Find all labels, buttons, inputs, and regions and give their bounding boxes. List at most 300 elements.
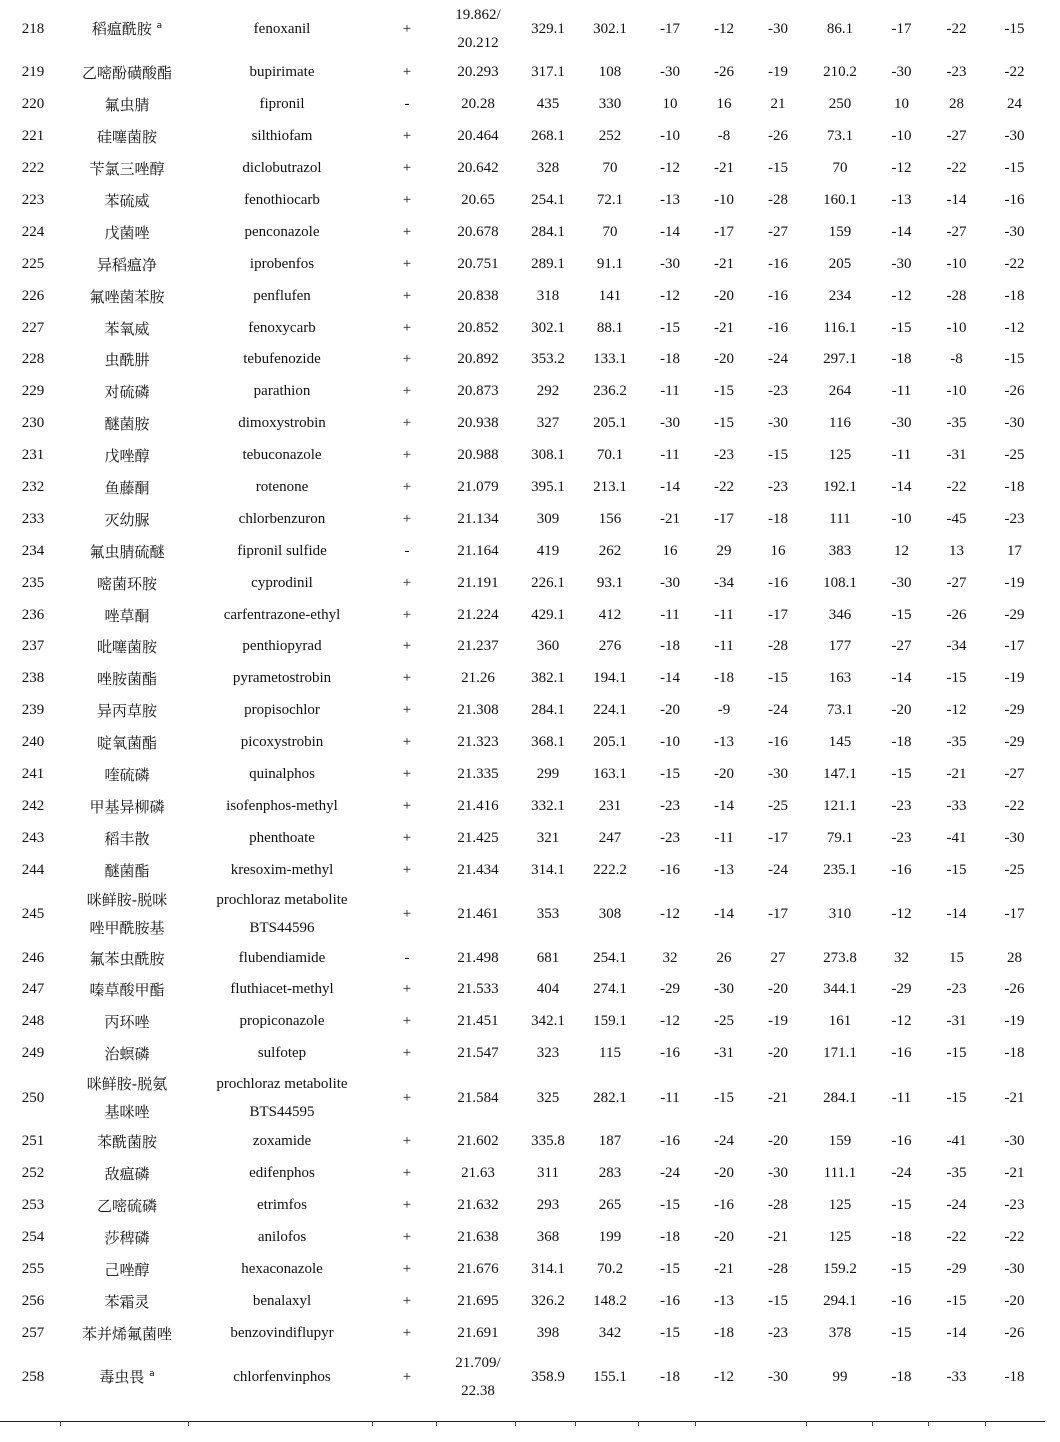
chinese-name: 苯霜灵 [104,1292,150,1311]
value-4: -11 [714,829,734,846]
ion-mode: + [402,638,412,655]
value-3: -16 [660,1045,680,1062]
product-ion-1: 412 [598,606,622,623]
value-4: -13 [714,734,734,751]
product-ion-1: 205.1 [593,734,627,751]
product-ion-1: 115 [599,1045,621,1062]
table-row [0,695,1045,727]
product-ion-2: 99 [832,1368,848,1385]
chinese-name: 敌瘟磷 [104,1165,150,1184]
precursor-ion: 318 [536,287,560,304]
chinese-name: 鱼藤酮 [104,479,150,498]
retention-time: 21.533 [457,981,499,998]
product-ion-1: 70.1 [596,447,624,464]
chinese-name: 咪鲜胺-脱咪 唑甲酰胺基 [86,891,168,938]
value-8: -15 [946,670,967,687]
product-ion-1: 194.1 [593,670,627,687]
ion-mode: + [402,192,412,208]
table-row [0,248,1045,280]
retention-time: 21.079 [457,479,499,496]
value-9: -18 [1004,1368,1025,1385]
value-8: 13 [949,542,964,559]
chinese-name: 醚菌胺 [104,415,150,434]
english-name: carfentrazone-ethyl [223,606,341,623]
product-ion-2: 346 [828,606,852,623]
ion-mode: + [402,829,412,846]
value-8: -27 [946,574,967,591]
value-8: -35 [946,415,967,432]
precursor-ion: 268.1 [531,128,565,145]
ion-mode: + [402,510,412,527]
table-row [0,1317,1045,1349]
precursor-ion: 299 [536,766,560,783]
row-number: 241 [21,766,45,783]
value-8: -10 [946,255,967,272]
value-5: -16 [768,734,788,751]
value-9: -30 [1004,223,1025,240]
product-ion-2: 86.1 [826,21,854,37]
value-3: -12 [660,287,680,304]
retention-time: 21.308 [457,702,499,719]
retention-time: 21.416 [457,797,499,814]
value-9: -17 [1004,638,1025,655]
value-7: -10 [891,510,912,527]
value-9: -30 [1004,1133,1025,1150]
value-5: -20 [768,1133,788,1150]
value-8: -28 [946,287,967,304]
precursor-ion: 314.1 [531,1260,565,1277]
value-5: -23 [768,479,788,496]
value-7: -24 [891,1165,912,1182]
product-ion-1: 213.1 [593,479,627,496]
value-9: -22 [1004,255,1025,272]
value-3: -30 [660,255,680,272]
value-9: -26 [1004,981,1025,998]
chinese-name: 唑胺菌酯 [96,670,157,689]
value-5: -20 [768,981,788,998]
value-7: -11 [891,383,912,400]
product-ion-1: 236.2 [593,383,627,400]
product-ion-1: 283 [598,1165,622,1182]
retention-time: 20.892 [457,351,499,368]
value-9: -27 [1004,766,1025,783]
value-5: -30 [768,766,788,783]
english-name: bupirimate [249,64,315,81]
value-8: 28 [949,96,964,113]
value-5: -25 [768,797,788,814]
value-5: -23 [768,1324,788,1341]
chinese-name: 氟虫腈 [104,96,150,115]
product-ion-1: 222.2 [593,861,627,878]
value-9: -23 [1004,1196,1025,1213]
value-7: -16 [891,861,912,878]
chinese-name: 灭幼脲 [104,510,150,529]
value-3: -23 [660,797,680,814]
product-ion-2: 147.1 [823,766,857,783]
retention-time: 21.709/ 22.38 [455,1354,501,1399]
value-8: -14 [946,192,967,208]
product-ion-2: 273.8 [823,949,857,966]
product-ion-1: 199 [598,1228,622,1245]
product-ion-2: 70 [832,160,848,177]
value-5: -21 [768,1228,788,1245]
table-row [0,503,1045,535]
value-7: -11 [891,447,912,464]
row-number: 227 [21,319,45,336]
value-4: -11 [714,606,734,623]
chinese-name: 戊菌唑 [104,223,150,242]
value-8: -23 [946,981,967,998]
column-tick [695,1421,696,1426]
product-ion-2: 378 [828,1324,852,1341]
value-4: -20 [714,766,734,783]
value-5: -15 [768,1292,788,1309]
chinese-name: 己唑醇 [104,1260,150,1279]
product-ion-2: 161 [828,1013,852,1030]
english-name: tebuconazole [242,447,322,464]
value-3: -16 [660,1292,680,1309]
precursor-ion: 289.1 [531,255,565,272]
value-3: -14 [660,670,680,687]
column-tick [436,1421,437,1426]
row-number: 253 [21,1196,45,1213]
table-row [0,1253,1045,1285]
row-number: 219 [21,64,45,81]
retention-time: 21.335 [457,766,499,783]
value-8: -31 [946,1013,967,1030]
precursor-ion: 226.1 [531,574,565,591]
value-7: -12 [891,287,912,304]
retention-time: 21.164 [457,542,499,559]
precursor-ion: 326.2 [531,1292,565,1309]
table-row [0,567,1045,599]
row-number: 251 [21,1133,45,1150]
product-ion-1: 282.1 [593,1089,627,1106]
row-number: 237 [21,638,45,655]
ion-mode: + [402,128,412,145]
value-9: -29 [1004,734,1025,751]
product-ion-2: 310 [828,906,852,923]
chinese-name: 戊唑醇 [104,447,150,466]
table-row [0,153,1045,185]
retention-time: 21.632 [457,1196,499,1213]
value-3: -30 [660,64,680,81]
product-ion-2: 294.1 [823,1292,857,1309]
value-7: 12 [894,542,909,559]
column-tick [188,1421,189,1426]
value-9: -19 [1004,574,1025,591]
table-row [0,89,1045,121]
value-3: 32 [662,949,678,966]
value-9: -19 [1004,1013,1025,1030]
english-name: prochloraz metabolite BTS44596 [216,892,348,937]
product-ion-1: 254.1 [593,949,627,966]
product-ion-2: 125 [828,447,852,464]
table-row [0,822,1045,854]
english-name: parathion [253,383,311,400]
chinese-name: 苄氯三唑醇 [89,160,165,179]
value-9: -19 [1004,670,1025,687]
value-4: -34 [714,574,734,591]
row-number: 220 [21,96,45,113]
column-tick [985,1421,986,1426]
product-ion-1: 70.2 [596,1260,624,1277]
precursor-ion: 368.1 [531,734,565,751]
value-7: -14 [891,670,912,687]
precursor-ion: 398 [536,1324,560,1341]
value-8: -15 [946,1045,967,1062]
table-row [0,1006,1045,1038]
ion-mode: - [404,96,410,113]
value-3: -17 [660,21,680,37]
product-ion-1: 133.1 [593,351,627,368]
product-ion-2: 111.1 [823,1165,857,1182]
chinese-name: 稻瘟酰胺 $^a$ [91,20,163,38]
value-8: -15 [946,1292,967,1309]
value-8: -31 [946,447,967,464]
value-5: -24 [768,351,788,368]
row-number: 236 [21,606,45,623]
row-number: 231 [21,447,45,464]
value-9: -29 [1004,606,1025,623]
product-ion-2: 284.1 [823,1089,857,1106]
retention-time: 21.224 [457,606,499,623]
retention-time: 21.425 [457,829,499,846]
value-7: -29 [891,981,912,998]
value-9: -25 [1004,861,1025,878]
english-name: isofenphos-methyl [226,797,338,814]
value-7: -30 [891,574,912,591]
row-number: 230 [21,415,45,432]
value-8: -23 [946,64,967,81]
row-number: 229 [21,383,45,400]
value-8: -34 [946,638,967,655]
ion-mode: + [402,797,412,814]
retention-time: 21.191 [457,574,499,591]
table-row [0,408,1045,440]
value-5: -26 [768,128,788,145]
value-3: -18 [660,638,680,655]
product-ion-1: 276 [598,638,622,655]
precursor-ion: 435 [536,96,560,113]
product-ion-1: 224.1 [593,702,627,719]
product-ion-2: 159.2 [823,1260,857,1277]
value-8: -29 [946,1260,967,1277]
table-row [0,344,1045,376]
ion-mode: + [402,981,412,998]
value-9: -12 [1004,319,1025,336]
retention-time: 21.602 [457,1133,499,1150]
value-4: -15 [714,1089,734,1106]
row-number: 234 [21,542,45,559]
precursor-ion: 327 [536,415,560,432]
precursor-ion: 329.1 [531,21,565,37]
value-4: -11 [714,638,734,655]
ion-mode: + [402,766,412,783]
product-ion-1: 274.1 [593,981,627,998]
precursor-ion: 681 [536,949,560,966]
chinese-name: 乙嘧硫磷 [96,1196,157,1215]
value-8: -15 [946,1089,967,1106]
product-ion-2: 111 [829,510,851,527]
value-4: -21 [714,319,734,336]
product-ion-2: 125 [828,1228,852,1245]
precursor-ion: 429.1 [531,606,565,623]
retention-time: 20.678 [457,223,499,240]
english-name: quinalphos [249,766,315,783]
chinese-name: 氟虫腈硫醚 [89,542,165,561]
value-7: -18 [891,351,912,368]
retention-time: 21.461 [457,906,499,923]
value-8: -41 [946,1133,967,1150]
value-5: -28 [768,1196,788,1213]
retention-time: 20.642 [457,160,499,177]
value-9: -20 [1004,1292,1025,1309]
value-3: -10 [660,734,680,751]
product-ion-2: 145 [828,734,852,751]
product-ion-2: 108.1 [823,574,857,591]
precursor-ion: 302.1 [531,319,565,336]
english-name: fenoxanil [253,21,311,37]
row-number: 218 [21,21,45,37]
product-ion-2: 297.1 [823,351,857,368]
product-ion-1: 148.2 [593,1292,627,1309]
value-5: -17 [768,829,788,846]
value-4: -20 [714,287,734,304]
english-name: fenothiocarb [244,192,320,208]
retention-time: 21.584 [457,1089,499,1106]
product-ion-1: 156 [598,510,622,527]
product-ion-1: 342 [598,1324,622,1341]
value-9: -17 [1004,906,1025,923]
value-4: -20 [714,1228,734,1245]
table-row [0,790,1045,822]
value-4: -24 [714,1133,734,1150]
value-3: -14 [660,479,680,496]
value-5: -17 [768,906,788,923]
value-7: -30 [891,255,912,272]
chinese-name: 嗪草酸甲酯 [89,981,165,1000]
value-9: -22 [1004,64,1025,81]
table-row [0,1,1045,57]
value-7: 10 [894,96,909,113]
value-3: -30 [660,415,680,432]
ion-mode: + [402,574,412,591]
value-4: -30 [714,981,734,998]
value-8: -22 [946,160,967,177]
row-number: 240 [21,734,45,751]
row-number: 222 [21,160,45,177]
value-9: -26 [1004,1324,1025,1341]
value-3: -18 [660,1228,680,1245]
retention-time: 20.464 [457,128,499,145]
precursor-ion: 335.8 [531,1133,565,1150]
value-3: -13 [660,192,680,208]
row-number: 246 [21,949,45,966]
chinese-name: 甲基异柳磷 [89,797,165,816]
value-8: -35 [946,734,967,751]
value-3: -11 [660,1089,680,1106]
english-name: fipronil sulfide [237,542,327,559]
value-8: -22 [946,1228,967,1245]
value-5: -30 [768,415,788,432]
row-number: 224 [21,223,45,240]
value-3: 10 [662,96,678,113]
row-number: 249 [21,1045,45,1062]
value-3: -23 [660,829,680,846]
precursor-ion: 353 [536,906,560,923]
product-ion-1: 330 [598,96,622,113]
value-5: -21 [768,1089,788,1106]
english-name: penflufen [253,287,311,304]
value-8: -12 [946,702,967,719]
retention-time: 21.638 [457,1228,499,1245]
product-ion-1: 70 [602,160,618,177]
ion-mode: + [402,287,412,304]
value-7: -15 [891,606,912,623]
value-7: -23 [891,829,912,846]
value-8: -14 [946,906,967,923]
product-ion-2: 79.1 [826,829,854,846]
english-name: silthiofam [251,128,313,145]
value-9: -25 [1004,447,1025,464]
pesticide-table [0,1,1045,1405]
product-ion-1: 205.1 [593,415,627,432]
value-7: -12 [891,160,912,177]
retention-time: 21.26 [461,670,495,687]
value-8: -33 [946,797,967,814]
ion-mode: + [402,223,412,240]
ion-mode: - [404,542,410,559]
value-3: -20 [660,702,680,719]
chinese-name: 苯酰菌胺 [96,1133,157,1152]
ion-mode: + [402,160,412,177]
english-name: pyrametostrobin [232,670,332,687]
value-9: -29 [1004,702,1025,719]
chinese-name: 对硫磷 [104,383,150,402]
value-5: -30 [768,21,788,37]
value-5: -20 [768,1045,788,1062]
value-9: -22 [1004,1228,1025,1245]
product-ion-1: 231 [598,797,622,814]
value-4: -8 [717,128,731,145]
value-3: -10 [660,128,680,145]
value-9: -21 [1004,1165,1025,1182]
precursor-ion: 311 [537,1165,559,1182]
value-3: -15 [660,1324,680,1341]
precursor-ion: 254.1 [531,192,565,208]
precursor-ion: 314.1 [531,861,565,878]
table-row [0,759,1045,791]
english-name: fenoxycarb [248,319,316,336]
chinese-name: 苯并烯氟菌唑 [81,1324,172,1343]
value-5: 27 [770,949,786,966]
value-7: -27 [891,638,912,655]
product-ion-1: 88.1 [596,319,624,336]
value-4: -9 [717,702,731,719]
value-8: -10 [946,383,967,400]
value-4: -12 [714,1368,734,1385]
value-8: -8 [950,351,963,368]
value-8: -41 [946,829,967,846]
column-tick [515,1421,516,1426]
value-7: -16 [891,1133,912,1150]
value-5: 16 [770,542,786,559]
row-number: 242 [21,797,45,814]
retention-time: 20.65 [461,192,495,208]
value-3: -16 [660,1133,680,1150]
retention-time: 20.28 [461,96,495,113]
